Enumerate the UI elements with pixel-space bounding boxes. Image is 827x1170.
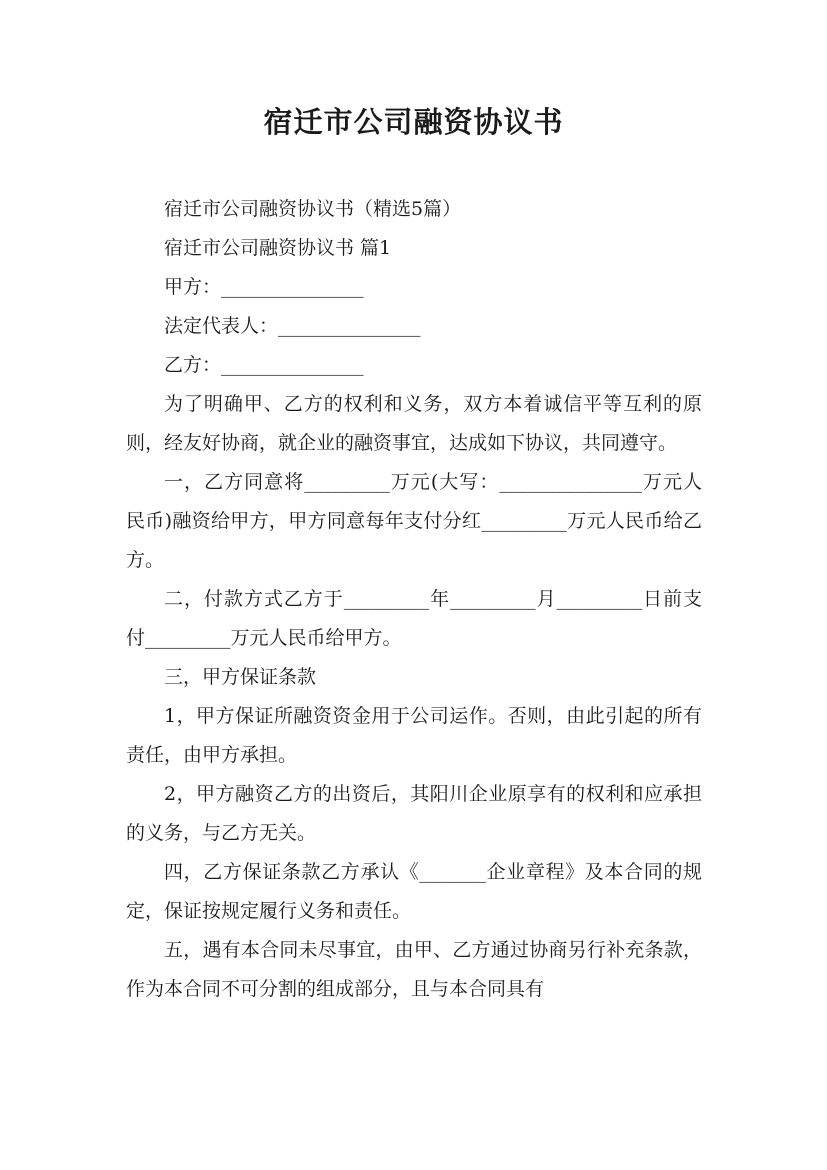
clause-3-item-2: 2，甲方融资乙方的出资后，其阳川企业原享有的权利和应承担的义务，与乙方无关。: [126, 783, 702, 844]
subtitle-paragraph: 宿迁市公司融资协议书（精选5篇）: [164, 198, 462, 220]
clause-1-paragraph: 一，乙方同意将_________万元(大写：_______________万元人民币)融资给甲方，甲方同意每年支付分红_________万元人民币给乙方。: [126, 471, 702, 571]
clause-4-paragraph: 四，乙方保证条款乙方承认《_______企业章程》及本合同的规定，保证按规定履行义务和责任。: [126, 861, 702, 922]
clause-3-item-1: 1，甲方保证所融资资金用于公司运作。否则，由此引起的所有责任，由甲方承担。: [126, 705, 702, 766]
clause-3-heading: 三，甲方保证条款: [164, 666, 317, 688]
preamble-paragraph: 为了明确甲、乙方的权利和义务，双方本着诚信平等互利的原则，经友好协商，就企业的融资事宜，达成如下协议，共同遵守。: [126, 393, 702, 454]
legal-representative-line: 法定代表人：_______________: [164, 315, 421, 337]
document-title: 宿迁市公司融资协议书: [263, 105, 564, 139]
clause-2-paragraph: 二，付款方式乙方于_________年_________月_________日前支付_________万元人民币给甲方。: [126, 588, 702, 649]
party-b-line: 乙方：_______________: [164, 354, 364, 376]
document-body: [126, 190, 702, 1009]
party-a-line: 甲方：_______________: [164, 276, 364, 298]
clause-5-paragraph: 五，遇有本合同未尽事宜，由甲、乙方通过协商另行补充条款，作为本合同不可分割的组成部分，且与本合同具有: [126, 939, 702, 1000]
section-heading: 宿迁市公司融资协议书 篇1: [164, 237, 392, 259]
